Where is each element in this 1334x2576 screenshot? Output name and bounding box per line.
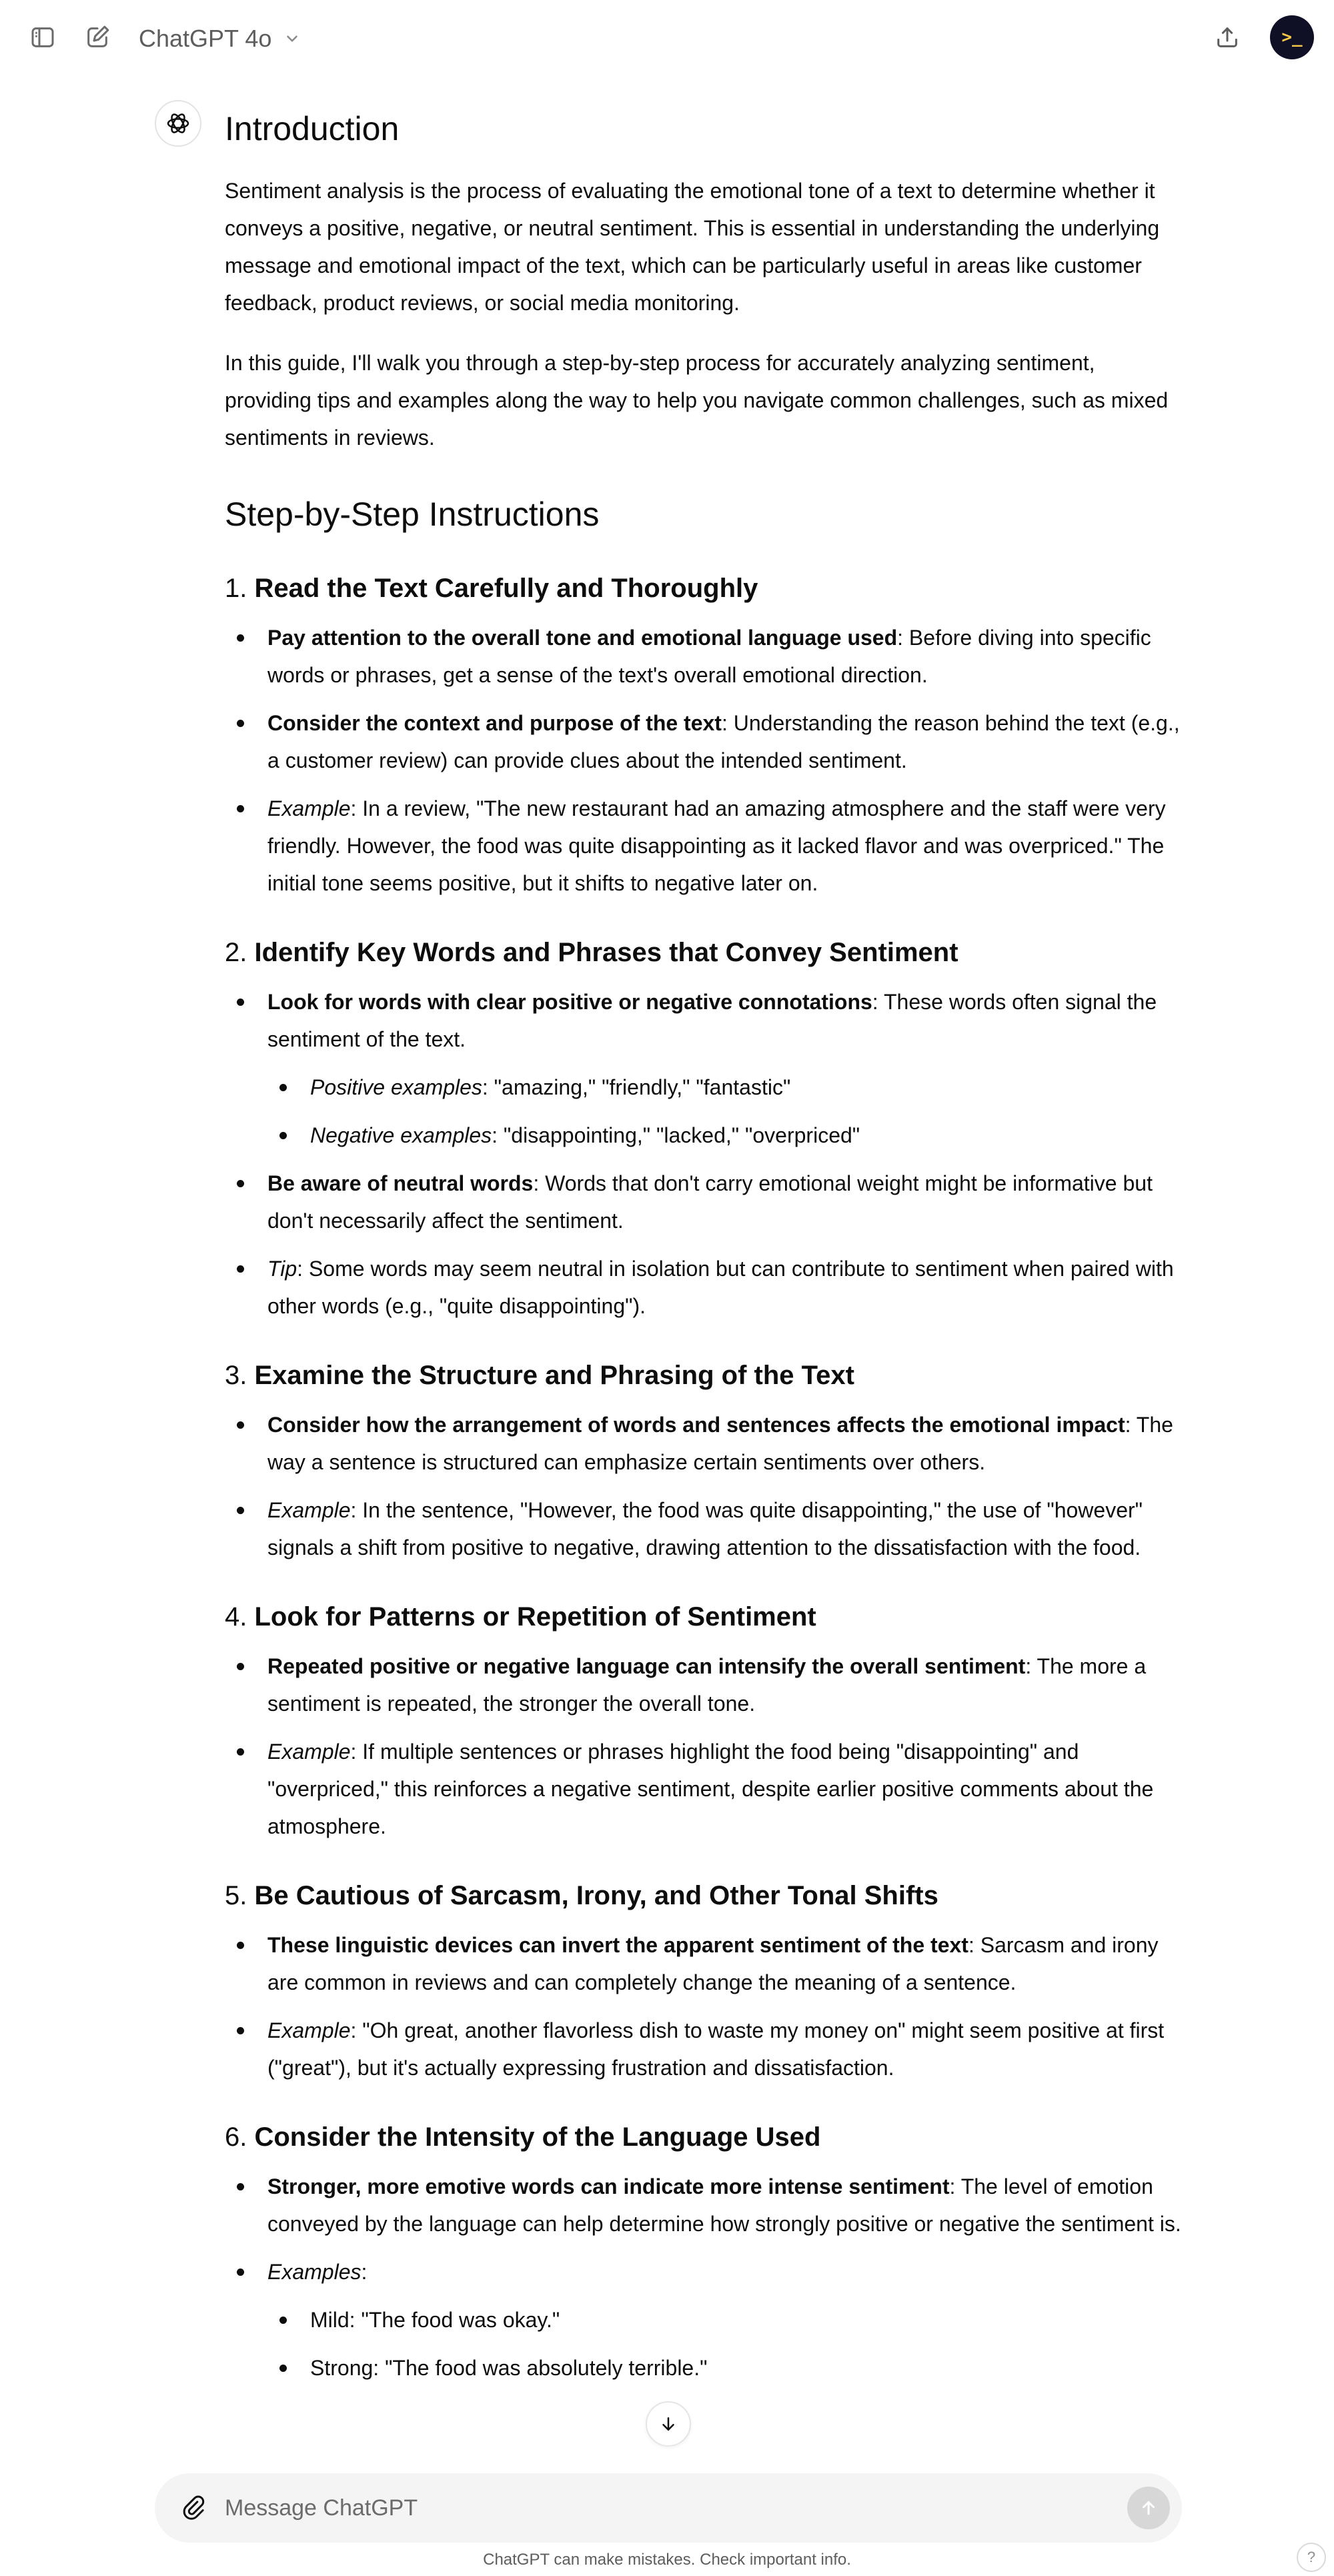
list-item: Negative examples: "disappointing," "lacked," "overpriced" — [310, 1117, 1183, 1154]
message-composer — [155, 2473, 1182, 2543]
list-item: Example: "Oh great, another flavorless dish to waste my money on" might seem positive at first ("great"), but it's actually expressing frustration and dissatisfaction. — [267, 2012, 1183, 2086]
step-list — [225, 1648, 1183, 1845]
arrow-up-icon — [1139, 2498, 1159, 2518]
send-button[interactable] — [1127, 2487, 1170, 2529]
list-item: Mild: "The food was okay." — [310, 2301, 1183, 2339]
intro-heading: Introduction — [225, 110, 400, 147]
scroll-down-button[interactable] — [646, 2401, 691, 2447]
nested-list — [267, 2301, 1183, 2387]
new-chat-icon[interactable] — [76, 16, 119, 59]
share-icon[interactable] — [1206, 16, 1249, 59]
list-item: Consider how the arrangement of words and sentences affects the emotional impact: The way a sentence is structured can emphasize certain sentiments over others. — [267, 1406, 1183, 1481]
steps-heading: Step-by-Step Instructions — [225, 496, 600, 533]
list-item: Pay attention to the overall tone and emotional language used: Before diving into specific words or phrases, get a sense of the text's overall emotional direction. — [267, 619, 1183, 694]
list-item: Consider the context and purpose of the text: Understanding the reason behind the text (e.g., a customer review) can provide clues about the intended sentiment. — [267, 704, 1183, 779]
content-fade — [0, 2441, 1334, 2475]
step-heading: 4. Look for Patterns or Repetition of Sentiment — [225, 1602, 816, 1632]
step-heading: 5. Be Cautious of Sarcasm, Irony, and Other Tonal Shifts — [225, 1881, 938, 1910]
step-heading: 6. Consider the Intensity of the Language Used — [225, 2122, 821, 2152]
step-heading: 2. Identify Key Words and Phrases that Convey Sentiment — [225, 938, 958, 967]
list-item: Positive examples: "amazing," "friendly," "fantastic" — [310, 1069, 1183, 1106]
model-selector[interactable] — [139, 20, 301, 57]
intro-paragraph: In this guide, I'll walk you through a step-by-step process for accurately analyzing sentiment, providing tips and examples along the way to help you navigate common challenges, such as mixed sentiments in reviews. — [225, 351, 1169, 450]
list-item: Be aware of neutral words: Words that don't carry emotional weight might be informative but don't necessarily affect the sentiment. — [267, 1165, 1183, 1239]
nested-list — [267, 1069, 1183, 1154]
model-name: ChatGPT 4o — [139, 25, 272, 52]
list-item: Look for words with clear positive or negative connotations: These words often signal the sentiment of the text. Positive examples: "amazing," "friendly," "fantastic" Negative examples: "disappointing," "lacked," "overpriced" — [267, 983, 1183, 1154]
list-item: Strong: "The food was absolutely terrible." — [310, 2349, 1183, 2387]
avatar-text: >_ — [1281, 27, 1303, 47]
list-item: Example: If multiple sentences or phrases highlight the food being "disappointing" and "overpriced," this reinforces a negative sentiment, despite earlier positive comments about the atmosphere. — [267, 1733, 1183, 1845]
step-list — [225, 1926, 1183, 2086]
list-item: Repeated positive or negative language can intensify the overall sentiment: The more a sentiment is repeated, the stronger the overall tone. — [267, 1648, 1183, 1722]
step-list — [225, 983, 1183, 1325]
attach-icon[interactable] — [173, 2488, 213, 2528]
list-item: Example: In a review, "The new restaurant had an amazing atmosphere and the staff were very friendly. However, the food was quite disappointing as it lacked flavor and was overpriced." The initial tone seems positive, but it shifts to negative later on. — [267, 790, 1183, 902]
chevron-down-icon — [283, 30, 301, 47]
step-heading: 1. Read the Text Carefully and Thoroughly — [225, 574, 758, 603]
intro-paragraph: Sentiment analysis is the process of evaluating the emotional tone of a text to determine whether it conveys a positive, negative, or neutral sentiment. This is essential in understanding the underlying message and emotional impact of the text, which can be particularly useful in areas like customer feedback, product reviews, or social media monitoring. — [225, 179, 1160, 315]
help-button[interactable] — [1297, 2543, 1326, 2572]
top-bar — [0, 0, 1334, 75]
help-icon: ? — [1307, 2549, 1316, 2565]
disclaimer-text: ChatGPT can make mistakes. Check important info. — [483, 2551, 851, 2569]
list-item: Example: In the sentence, "However, the food was quite disappointing," the use of "however" signals a shift from positive to negative, drawing attention to the dissatisfaction with the food. — [267, 1491, 1183, 1566]
arrow-down-icon — [658, 2414, 678, 2434]
step-heading: 3. Examine the Structure and Phrasing of the Text — [225, 1361, 854, 1390]
list-item: These linguistic devices can invert the apparent sentiment of the text: Sarcasm and irony are common in reviews and can completely change the meaning of a sentence. — [267, 1926, 1183, 2001]
message-input[interactable] — [225, 2488, 1092, 2528]
step-list — [225, 1406, 1183, 1566]
assistant-logo-icon — [155, 100, 201, 147]
list-item: Tip: Some words may seem neutral in isolation but can contribute to sentiment when paired with other words (e.g., "quite disappointing"). — [267, 1250, 1183, 1325]
assistant-message — [225, 100, 1183, 2397]
sidebar-toggle-icon[interactable] — [21, 16, 64, 59]
list-item: Stronger, more emotive words can indicate more intense sentiment: The level of emotion conveyed by the language can help determine how strongly positive or negative the sentiment is. — [267, 2168, 1183, 2242]
list-item: Examples: Mild: "The food was okay." Strong: "The food was absolutely terrible." — [267, 2253, 1183, 2387]
step-list — [225, 619, 1183, 902]
user-avatar[interactable] — [1270, 15, 1314, 59]
step-list — [225, 2168, 1183, 2387]
